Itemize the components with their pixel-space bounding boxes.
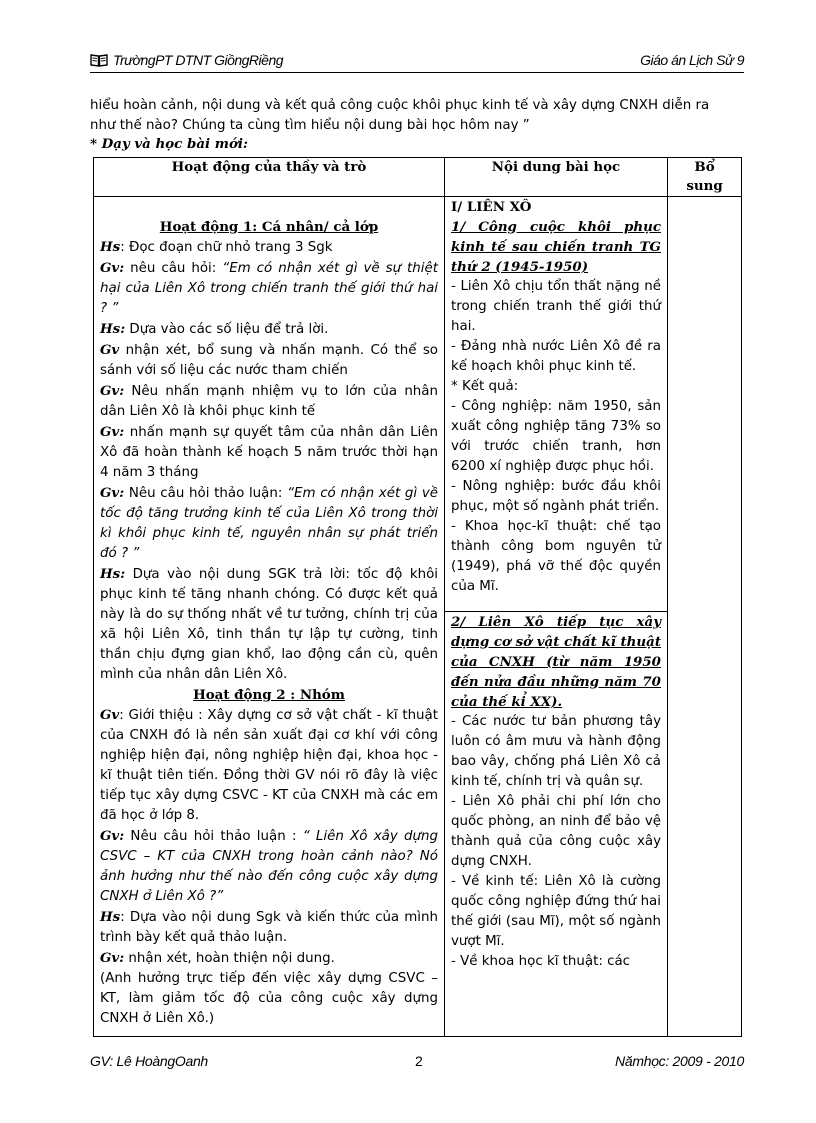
supplement-cell [668,197,742,1037]
gv-step-2: Gv nhận xét, bổ sung và nhấn mạnh. Có thể so sánh với số liệu các nước tham chiến [100,342,438,378]
content-item: * Kết quả: [451,379,519,394]
activity-2-heading: Hoạt động 2 : Nhóm [193,687,345,703]
header-left [90,52,283,68]
table-header-row [94,158,742,197]
section-label: * Dạy và học bài mới: [90,136,248,152]
document-title: Giáo án Lịch Sử 9 [640,52,744,68]
content-item: - Các nước tư bản phương tây luôn có âm mưu và hành động bao vây, chống phá Liên Xô cả kinh tế, chính trị và quân sự. [451,714,661,789]
page-header [90,52,744,73]
section-1-title: 1/ Công cuộc khôi phục kinh tế sau chiến tranh TG thứ 2 (1945-1950) [451,219,661,275]
teacher-name: GV: Lê HoàngOanh [90,1053,208,1069]
content-item: - Về khoa học kĩ thuật: các [451,954,631,969]
book-icon [90,53,108,67]
hs-step-2: Hs: Dựa vào các số liệu để trả lời. [100,321,329,337]
gv-step-6: Gv: Giới thiệu : Xây dựng cơ sở vật chất - kĩ thuật của CNXH đó là nền sản xuất đại cơ khí với công nghiệp hiện đại, nông nghiệp hiện đại, khoa học - kĩ thuật tiên tiến. Đồng thời GV nói rõ đây là việc tiếp tục xây dựng CSVC - KT của CNXH mà các em đã học ở lớp 8. [100,707,438,823]
header-content: Nội dung bài học [445,158,668,197]
content-item: - Liên Xô phải chi phí lớn cho quốc phòng, an ninh để bảo vệ thành quả của công cuộc xây dựng CNXH. [451,794,661,869]
intro-line-2: như thế nào? Chúng ta cùng tìm hiểu nội dung bài học hôm nay ” [90,118,530,133]
gv-step-5: Gv: Nêu câu hỏi thảo luận: “Em có nhận xét gì về tốc độ tăng trưởng kinh tế của Liên Xô trong thời kì khôi phục kinh tế, nguyên nhân sự phát triển đó ? ” [100,485,438,561]
content-item: - Nông nghiệp: bước đầu khôi phục, một số ngành phát triển. [451,479,661,514]
content-item: - Liên Xô chịu tổn thất nặng nề trong chiến tranh thế giới thứ hai. [451,279,661,334]
table-row [94,197,742,1037]
gv-step-3: Gv: Nêu nhấn mạnh nhiệm vụ to lớn của nhân dân Liên Xô là khôi phục kinh tế [100,383,438,419]
page-number: 2 [415,1053,423,1069]
activity-1-heading: Hoạt động 1: Cá nhân/ cả lớp [159,219,379,235]
school-year: Nămhọc: 2009 - 2010 [615,1053,744,1069]
hs-step-4: Hs: Dựa vào nội dung Sgk và kiến thức của mình trình bày kết quả thảo luận. [100,909,438,945]
content-item: - Công nghiệp: năm 1950, sản xuất công nghiệp tăng 73% so với trước chiến tranh, hơn 6200 xí nghiệp được phục hồi. [451,399,661,474]
part-heading: I/ LIÊN XÔ [451,199,532,215]
activities-cell [94,197,445,1037]
gv-step-7: Gv: Nêu câu hỏi thảo luận : “ Liên Xô xây dựng CSVC – KT của CNXH trong hoàn cảnh nào? Nó ảnh hưởng như thế nào đến công cuộc xây dựng CNXH ở Liên Xô ?” [100,828,439,904]
header-supplement: Bổ sung [668,158,742,197]
lesson-table [93,157,742,1037]
content-item: - Đảng nhà nước Liên Xô đề ra kế hoạch khôi phục kinh tế. [451,339,661,374]
school-name: TrườngPT DTNT GiồngRiềng [113,52,284,68]
hs-step-3: Hs: Dựa vào nội dung SGK trả lời: tốc độ khôi phục kinh tế tăng nhanh chóng. Có được kết quả này là do sự thống nhất về tư tưởng, chính trị của xã hội Liên Xô, tinh thần tự lập tự cường, tinh thần chịu đựng gian khổ, lao động cần cù, quên mình của nhân dân Liên Xô. [100,566,438,682]
gv-step-1: Gv: nêu câu hỏi: “Em có nhận xét gì về sự thiệt hại của Liên Xô trong chiến tranh thế giới thứ hai ? ” [100,260,438,316]
header-activities: Hoạt động của thầy và trò [94,158,445,197]
content-item: - Khoa học-kĩ thuật: chế tạo thành công bom nguyên tử (1949), phá vỡ thế độc quyền của Mĩ. [451,519,661,594]
intro-line-1: hiểu hoàn cảnh, nội dung và kết quả công cuộc khôi phục kinh tế và xây dựng CNXH diễn ra [90,98,710,113]
note-text: (Anh hưởng trực tiếp đến việc xây dựng CSVC – KT, làm giảm tốc độ của công cuộc xây dựng CNXH ở Liên Xô.) [100,971,438,1026]
section-2-title: 2/ Liên Xô tiếp tục xây dựng cơ sở vật chất kĩ thuật của CNXH (từ năm 1950 đến nửa đầu những năm 70 của thế kỉ XX). [451,614,662,710]
gv-step-4: Gv: nhấn mạnh sự quyết tâm của nhân dân Liên Xô đã hoàn thành kế hoạch 5 năm trước thời hạn 4 năm 3 tháng [100,424,438,480]
hs-step-1: Hs: Đọc đoạn chữ nhỏ trang 3 Sgk [100,239,333,255]
gv-step-8: Gv: nhận xét, hoàn thiện nội dung. [100,950,335,966]
content-cell [445,197,668,1037]
page-footer [90,1053,744,1071]
content-item: - Về kinh tế: Liên Xô là cường quốc công nghiệp đứng thứ hai thế giới (sau Mĩ), một số ngành vượt Mĩ. [451,874,661,949]
intro-text [90,96,756,136]
